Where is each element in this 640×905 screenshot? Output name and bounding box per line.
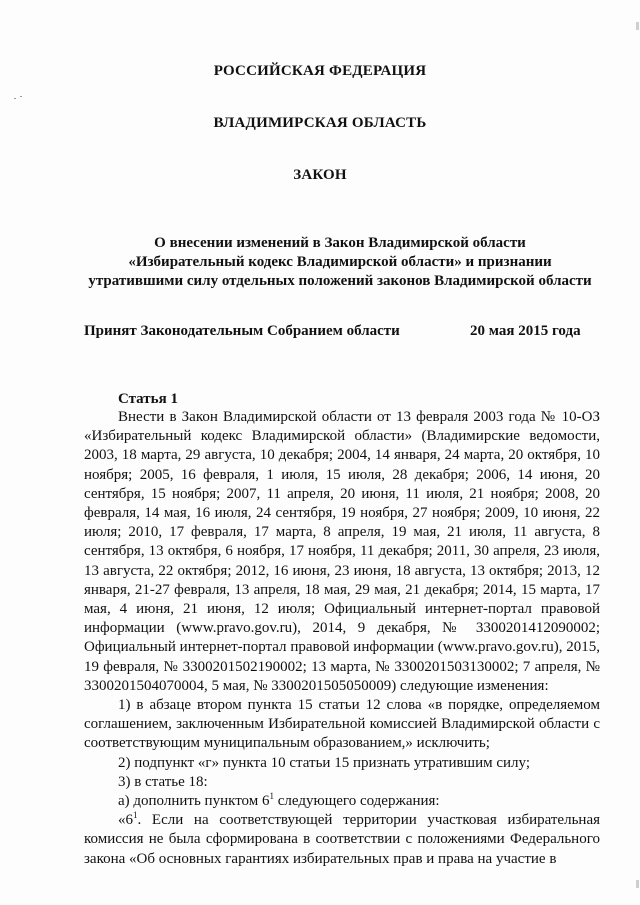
- scan-speck: [14, 98, 16, 99]
- quoted-new-point: [84, 811, 600, 869]
- law-title: [70, 234, 610, 291]
- amendment-item-3: 3) в статье 18:: [118, 773, 208, 790]
- article-heading: Статья 1: [118, 391, 178, 407]
- amendment-item-1: 1) в абзаце втором пункта 15 статьи 12 слова «в порядке, определяемом соглашением, заключенным Избирательной комиссией Владимирской области с соответствующим муниципальным образованием,» исключить;: [84, 697, 600, 752]
- adoption-date: 20 мая 2015 года: [470, 323, 581, 339]
- law-title-line-1: О внесении изменений в Закон Владимирской области: [154, 235, 526, 251]
- law-title-line-2: «Избирательный кодекс Владимирской области» и признании: [128, 254, 552, 270]
- item-3a-text-end: следующего содержания:: [274, 793, 440, 810]
- article-body: [84, 408, 600, 869]
- quote-number: «6: [118, 812, 133, 829]
- scan-edge-mark: [636, 22, 639, 30]
- quote-superscript: 1: [133, 810, 138, 821]
- amendment-item-3a: [84, 792, 600, 811]
- law-title-line-3: утратившими силу отдельных положений законов Владимирской области: [88, 273, 592, 289]
- adoption-body: Принят Законодательным Собранием области: [84, 323, 400, 339]
- scan-edge-mark: [636, 880, 639, 888]
- amendment-item-2: 2) подпункт «г» пункта 10 статьи 15 признать утратившим силу;: [118, 754, 531, 771]
- header-doc-type: ЗАКОН: [293, 167, 347, 183]
- item-3a-text-start: а) дополнить пунктом 6: [118, 793, 270, 810]
- article-intro-paragraph: Внести в Закон Владимирской области от 13 февраля 2003 года № 10-ОЗ «Избирательный кодекс Владимирской области» (Владимирские ведомости, 2003, 18 марта, 29 августа, 10 декабря; 2004, 14 января, 24 марта, 20 октября, 10 ноября; 2005, 16 февраля, 1 июля, 15 июля, 28 декабря; 2006, 14 июня, 20 сентября, 15 ноября; 2007, 11 апреля, 20 июня, 11 июля, 21 ноября; 2008, 20 февраля, 14 мая, 16 июля, 24 сентября, 19 ноября, 27 ноября; 2009, 10 июня, 22 июля; 2010, 17 февраля, 17 марта, 8 апреля, 19 мая, 21 июля, 11 августа, 8 сентября, 13 октября, 6 ноября, 17 ноября, 11 декабря; 2011, 30 апреля, 23 июля, 13 августа, 22 октября; 2012, 16 июня, 23 июня, 18 августа, 13 октября; 2013, 12 января, 21-27 февраля, 13 апреля, 18 мая, 29 мая, 21 декабря; 2014, 15 марта, 17 мая, 4 июня, 21 июня, 12 июля; Официальный интернет-портал правовой информации (www.pravo.gov.ru), 2014, 9 декабря, № 3300201412090002; Официальный интернет-портал правовой информации (www.pravo.gov.ru), 2015, 19 февраля, № 3300201502190002; 13 марта, № 3300201503130002; 7 апреля, № 3300201504070004, 5 мая, № 3300201505050009) следующие изменения:: [84, 409, 600, 694]
- header-country: РОССИЙСКАЯ ФЕДЕРАЦИЯ: [213, 63, 427, 79]
- scan-speck: [20, 96, 22, 97]
- header-region: ВЛАДИМИРСКАЯ ОБЛАСТЬ: [213, 115, 427, 131]
- item-3a-superscript: 1: [269, 791, 275, 802]
- quote-text: . Если на соответствующей территории участковая избирательная комиссия не была сформирована в соответствии с положениями Федерального закона «Об основных гарантиях избирательных прав и права на участие в: [84, 812, 600, 867]
